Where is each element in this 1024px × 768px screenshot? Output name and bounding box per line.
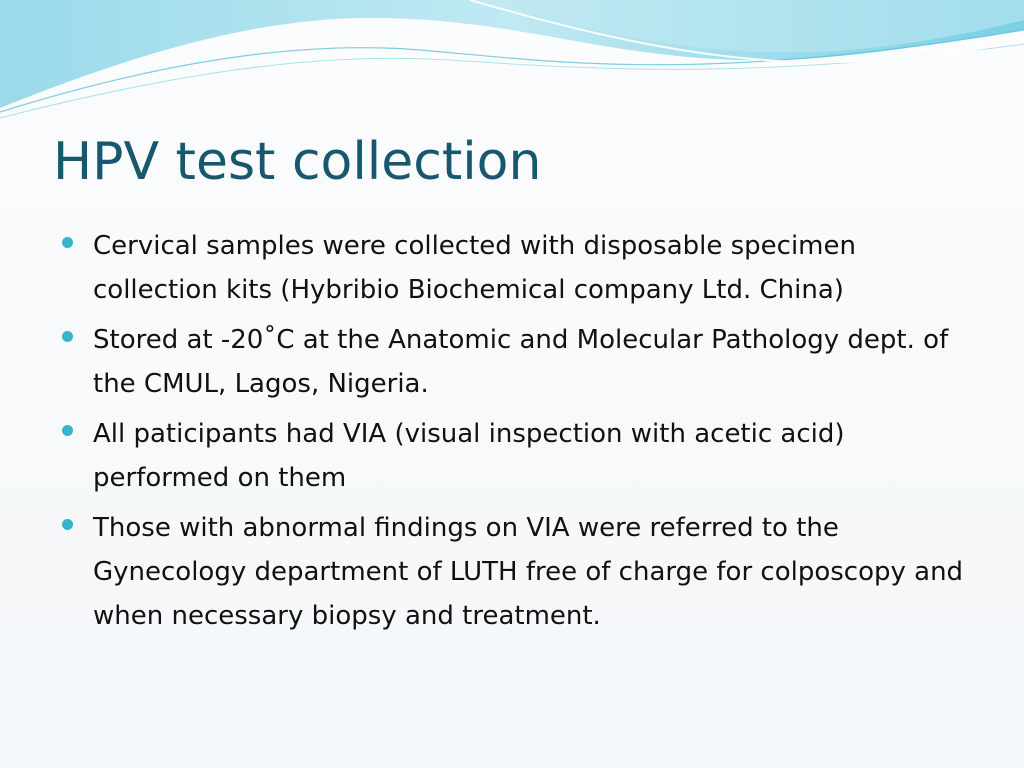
bullet-item [62,412,982,500]
wave-line-2 [0,44,1024,118]
bullet-dot-icon [62,331,73,342]
bullet-text: All paticipants had VIA (visual inspection with acetic acid) performed on them [93,419,845,493]
bullet-text: Cervical samples were collected with disposable specimen collection kits (Hybribio Biochemical company Ltd. China) [93,231,856,305]
bullet-item [62,224,982,312]
bullet-text: Those with abnormal findings on VIA were referred to the Gynecology department of LUTH free of charge for colposcopy and when necessary biopsy and treatment. [93,513,964,631]
header-wave-decoration [0,0,1024,130]
slide-title: HPV test collection [53,132,542,192]
bullet-list [62,224,982,644]
bullet-item [62,506,982,638]
bullet-dot-icon [62,425,73,436]
bullet-dot-icon [62,519,73,530]
bullet-text: Stored at -20˚C at the Anatomic and Molecular Pathology dept. of the CMUL, Lagos, Nigeria. [93,325,949,399]
bullet-item [62,318,982,406]
bullet-dot-icon [62,237,73,248]
